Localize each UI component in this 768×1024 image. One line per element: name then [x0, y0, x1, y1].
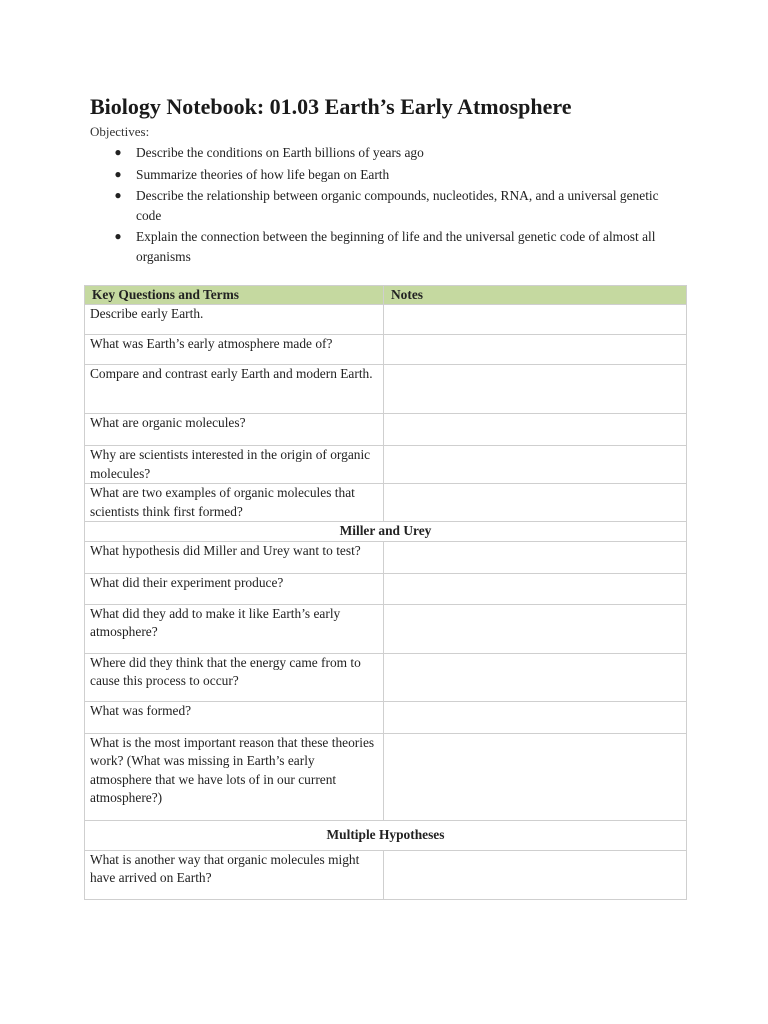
notes-cell[interactable] — [384, 541, 687, 573]
table-row — [85, 733, 687, 820]
section-heading-miller-urey: Miller and Urey — [85, 522, 687, 542]
objective-text: Summarize theories of how life began on Earth — [136, 166, 390, 182]
notes-table — [84, 285, 687, 900]
notes-cell[interactable] — [384, 305, 687, 335]
notes-cell[interactable] — [384, 850, 687, 899]
question-cell: What are organic molecules? — [85, 414, 384, 446]
question-cell: What was formed? — [85, 701, 384, 733]
table-row — [85, 701, 687, 733]
question-cell: What did their experiment produce? — [85, 573, 384, 604]
question-cell: Describe early Earth. — [85, 305, 384, 335]
table-section-row — [85, 820, 687, 850]
table-row — [85, 541, 687, 573]
notes-cell[interactable] — [384, 446, 687, 484]
notes-cell[interactable] — [384, 335, 687, 365]
table-header-row — [85, 286, 687, 305]
objectives-list — [112, 143, 682, 268]
table-row — [85, 365, 687, 414]
notes-cell[interactable] — [384, 484, 687, 522]
question-cell: What is the most important reason that these theories work? (What was missing in Earth’s early atmosphere that we have lots of in our current atmosphere?) — [85, 733, 384, 820]
notes-cell[interactable] — [384, 573, 687, 604]
notes-cell[interactable] — [384, 701, 687, 733]
table-row — [85, 604, 687, 653]
table-row — [85, 573, 687, 604]
table-section-row — [85, 522, 687, 542]
question-cell: What hypothesis did Miller and Urey want to test? — [85, 541, 384, 573]
question-cell: Why are scientists interested in the origin of organic molecules? — [85, 446, 384, 484]
bullet-icon: ● — [114, 166, 122, 181]
table-row — [85, 305, 687, 335]
bullet-icon: ● — [114, 145, 122, 159]
question-cell: What did they add to make it like Earth’s early atmosphere? — [85, 604, 384, 653]
notes-cell[interactable] — [384, 365, 687, 414]
question-cell: What are two examples of organic molecules that scientists think first formed? — [85, 484, 384, 522]
table-row — [85, 414, 687, 446]
bullet-icon: ● — [114, 229, 122, 243]
table-row — [85, 653, 687, 701]
objective-item — [112, 186, 682, 225]
question-cell: Where did they think that the energy came from to cause this process to occur? — [85, 653, 384, 701]
column-header-notes: Notes — [384, 286, 687, 305]
table-row — [85, 850, 687, 899]
question-cell: What was Earth’s early atmosphere made of? — [85, 335, 384, 365]
objectives-label: Objectives: — [90, 124, 150, 139]
section-heading-multiple-hypotheses: Multiple Hypotheses — [85, 820, 687, 850]
notes-cell[interactable] — [384, 653, 687, 701]
objective-item — [112, 227, 682, 266]
objective-item — [112, 165, 682, 185]
objective-item — [112, 143, 682, 163]
objective-text: Describe the conditions on Earth billions of years ago — [136, 145, 424, 160]
page-title: Biology Notebook: 01.03 Earth’s Early Atmosphere — [90, 94, 572, 119]
table-row — [85, 335, 687, 365]
question-cell: What is another way that organic molecules might have arrived on Earth? — [85, 850, 384, 899]
objective-text: Describe the relationship between organic compounds, nucleotides, RNA, and a universal genetic code — [136, 188, 659, 223]
table-row — [85, 446, 687, 484]
bullet-icon: ● — [114, 188, 122, 202]
column-header-questions: Key Questions and Terms — [85, 286, 384, 305]
notes-cell[interactable] — [384, 414, 687, 446]
question-cell: Compare and contrast early Earth and modern Earth. — [85, 365, 384, 414]
objective-text: Explain the connection between the beginning of life and the universal genetic code of almost all organisms — [136, 229, 656, 264]
notes-cell[interactable] — [384, 733, 687, 820]
table-row — [85, 484, 687, 522]
notes-cell[interactable] — [384, 604, 687, 653]
